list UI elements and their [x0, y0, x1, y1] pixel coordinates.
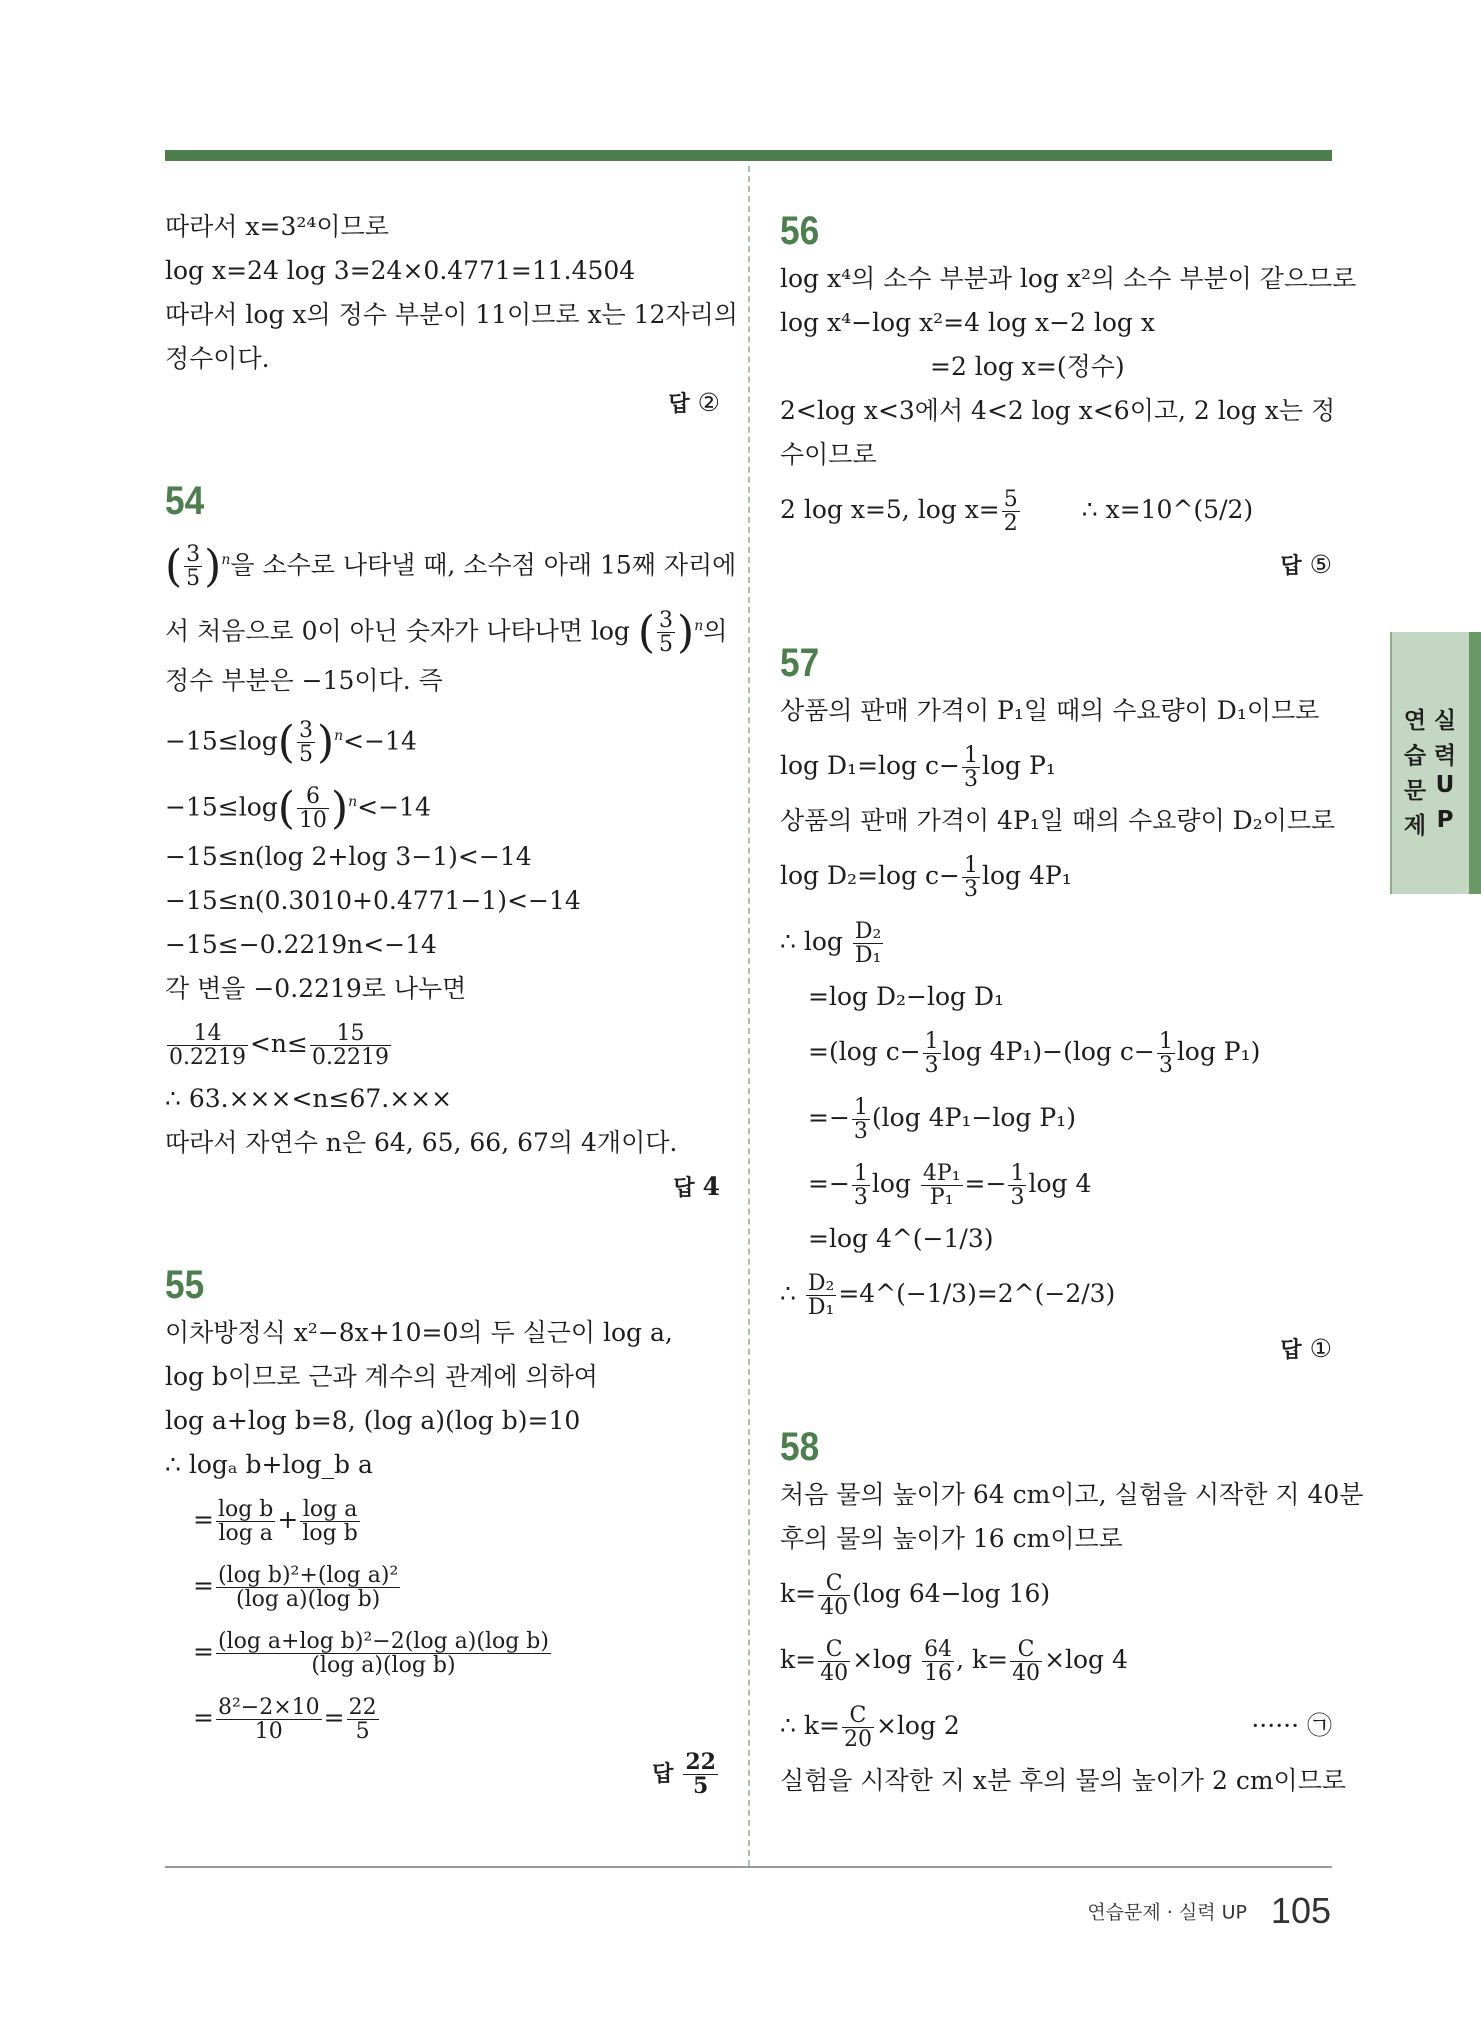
- top-bar: [165, 150, 1332, 161]
- tab-char: 력: [1433, 743, 1457, 769]
- problem-number-54: 54: [165, 479, 205, 523]
- frac-loga-logb: $\frac{\text{log a}}{\text{log b}}$: [302, 1496, 358, 1546]
- paren-close: ): [330, 782, 349, 834]
- p58-line-3: k= $\frac{C}{40}$ (log 64−log 16): [780, 1570, 1051, 1620]
- p57-line-5: ∴ log $\frac{\text{D₂}}{\text{D₁}}$: [780, 918, 882, 968]
- tab-char: 실: [1433, 708, 1457, 734]
- p54-math-2: −15≤log( $\frac{6}{10}$ )$^n$<−14: [165, 782, 431, 834]
- paren-open: (: [165, 540, 183, 592]
- p54-math-8: ∴ 63.×××<n≤67.×××: [165, 1084, 453, 1113]
- prev-line-1: 따라서 x=3²⁴이므로: [165, 212, 389, 241]
- page-number: 105: [1270, 1890, 1331, 1931]
- problem-number-58: 58: [780, 1425, 820, 1469]
- p57-line-7: =(log c− $\frac{1}{3}$ log 4P₁)−(log c− $\frac{1}{3}$ log P₁): [808, 1028, 1261, 1078]
- tab-char: U: [1435, 772, 1455, 798]
- column-divider: [748, 166, 750, 1866]
- p56-line-1: log x⁴의 소수 부분과 log x²의 소수 부분이 같으므로: [780, 264, 1357, 293]
- page-footer: [1087, 1890, 1331, 1932]
- p54-text-1: 을 소수로 나타낼 때, 소수점 아래 15째 자리에: [230, 550, 737, 580]
- frac-step-2: $\frac{\text{(log b)²+(log a)²}}{\text{(log a)(log b)}}$: [217, 1562, 399, 1612]
- p54-math-1: −15≤log( $\frac{3}{5}$ )$^n$<−14: [165, 716, 417, 768]
- frac-6-10: $\frac{6}{10}$: [298, 784, 327, 834]
- frac-c-40: $\frac{C}{40}$: [1012, 1636, 1041, 1686]
- frac-15-over: $\frac{15}{0.2219}$: [311, 1020, 389, 1070]
- spacer: [780, 1371, 1332, 1421]
- tab-char: 문: [1403, 778, 1427, 804]
- answer-label: 답: [1280, 1338, 1302, 1363]
- p57-line-9: =− $\frac{1}{3}$ log $\frac{\text{4P₁}}{\text{P₁}}$ =− $\frac{1}{3}$ log 4: [808, 1160, 1092, 1210]
- frac-64-16: $\frac{64}{16}$: [924, 1636, 953, 1686]
- frac-c-40: $\frac{C}{40}$: [820, 1636, 849, 1686]
- frac-3-5: $\frac{3}{5}$: [659, 608, 674, 658]
- paren-open: (: [277, 782, 295, 834]
- tab-char: P: [1436, 807, 1454, 833]
- frac-1-3: $\frac{1}{3}$: [924, 1028, 939, 1078]
- problem-number-56: 56: [780, 209, 820, 253]
- p55-line-2: log b이므로 근과 계수의 관계에 의하여: [165, 1362, 598, 1391]
- p54-math-9: 따라서 자연수 n은 64, 65, 66, 67의 4개이다.: [165, 1128, 678, 1157]
- p58-line-2: 후의 물의 높이가 16 cm이므로: [780, 1524, 1123, 1553]
- p55-answer: [165, 1749, 720, 1800]
- p54-math-6: 각 변을 −0.2219로 나누면: [165, 974, 467, 1003]
- p54-m7-mid: <n≤: [249, 1029, 308, 1058]
- p54-math-7: [165, 1011, 720, 1077]
- p56-line-3: =2 log x=(정수): [930, 352, 1125, 381]
- p56-line-6: 2 log x=5, log x= $\frac{5}{2}$ ∴ x=10^(5/2): [780, 486, 1254, 536]
- spacer: [165, 425, 720, 475]
- p54-text-2a: 서 처음으로 0이 아닌 숫자가 나타나면 log: [165, 616, 630, 646]
- paren-close: ): [204, 540, 222, 592]
- paren-close: ): [677, 606, 695, 658]
- p55-step-4: = $\frac{\text{8²−2×10}}{10}$ = $\frac{22}{5}$: [193, 1694, 377, 1744]
- spacer: [165, 1209, 720, 1259]
- frac-4p1-p1: $\frac{\text{4P₁}}{\text{P₁}}$: [922, 1160, 961, 1210]
- p56-line-5: 수이므로: [780, 440, 877, 469]
- p54-math-3: −15≤n(log 2+log 3−1)<−14: [165, 842, 532, 871]
- p55-step-3: = $\frac{\text{(log a+log b)²−2(log a)(log b)}}{\text{(log a)(log b)}}$: [193, 1628, 549, 1678]
- p57-line-2: log D₁=log c− $\frac{1}{3}$ log P₁: [780, 742, 1056, 792]
- p56-answer: [780, 543, 1332, 587]
- frac-1-3: $\frac{1}{3}$: [853, 1160, 868, 1210]
- problem-number-57: 57: [780, 641, 820, 685]
- p54-line-3: 정수 부분은 −15이다. 즉: [165, 666, 443, 695]
- p54-answer: [165, 1165, 720, 1209]
- frac-22-5: $\frac{22}{5}$: [348, 1694, 377, 1744]
- right-column: [780, 205, 1364, 1803]
- frac-1-3: $\frac{1}{3}$: [963, 852, 978, 902]
- frac-5-2: $\frac{5}{2}$: [1003, 486, 1018, 536]
- p55-line-3: log a+log b=8, (log a)(log b)=10: [165, 1406, 581, 1435]
- frac-1-3: $\frac{1}{3}$: [1010, 1160, 1025, 1210]
- footer-label: 연습문제 · 실력 UP: [1087, 1901, 1247, 1924]
- p54-text-2b: 의: [703, 616, 728, 646]
- prev-answer: [165, 381, 720, 425]
- frac-c-20: $\frac{C}{20}$: [843, 1702, 872, 1752]
- p54-line-2: 서 처음으로 0이 아닌 숫자가 나타나면 log ( $\frac{3}{5}$ )$^n$의: [165, 606, 728, 658]
- p55-line-4: ∴ logₐ b+log_b a: [165, 1450, 373, 1479]
- answer-label: 답: [652, 1762, 674, 1788]
- p58-line-4: k= $\frac{C}{40}$ ×log $\frac{64}{16}$ , k= $\frac{C}{40}$ ×log 4: [780, 1636, 1128, 1686]
- paren-close: ): [316, 716, 335, 768]
- prev-line-4: 정수이다.: [165, 344, 270, 373]
- side-tab: [1390, 632, 1481, 894]
- p58-line-1: 처음 물의 높이가 64 cm이고, 실험을 시작한 지 40분: [780, 1480, 1364, 1509]
- frac-1-3: $\frac{1}{3}$: [1158, 1028, 1173, 1078]
- ineq-right: <−14: [343, 726, 417, 756]
- paren-open: (: [637, 606, 656, 658]
- prev-line-2: log x=24 log 3=24×0.4771=11.4504: [165, 256, 636, 285]
- answer-value: ①: [1309, 1334, 1332, 1363]
- frac-1-3: $\frac{1}{3}$: [853, 1094, 868, 1144]
- frac-d2-d1: $\frac{\text{D₂}}{\text{D₁}}$: [854, 918, 882, 968]
- tab-char: 연: [1403, 708, 1427, 734]
- frac-logb-loga: $\frac{\text{log b}}{\text{log a}}$: [217, 1496, 274, 1546]
- spacer: [780, 587, 1332, 637]
- left-column: [165, 205, 738, 1800]
- p57-line-10: =log 4^(−1/3): [808, 1224, 994, 1253]
- frac-c-40: $\frac{C}{40}$: [820, 1570, 849, 1620]
- answer-label: 답: [673, 1176, 695, 1201]
- p57-line-3: 상품의 판매 가격이 4P₁일 때의 수요량이 D₂이므로: [780, 806, 1336, 835]
- frac-step-4: $\frac{\text{8²−2×10}}{10}$: [217, 1694, 320, 1744]
- paren-open: (: [277, 716, 295, 768]
- frac-14-over: $\frac{14}{0.2219}$: [169, 1020, 246, 1070]
- equation-mark: ······ ㉠: [1251, 1711, 1332, 1740]
- bottom-rule: [165, 1866, 1332, 1868]
- p55-step-1: = $\frac{\text{log b}}{\text{log a}}$ + $\frac{\text{log a}}{\text{log b}}$: [193, 1496, 358, 1546]
- tab-char: 습: [1403, 743, 1427, 769]
- answer-label: 답: [668, 392, 690, 417]
- frac-3-5: $\frac{3}{5}$: [186, 542, 201, 592]
- answer-value: 4: [702, 1172, 720, 1201]
- answer-label: 답: [1280, 554, 1302, 579]
- p57-line-4: log D₂=log c− $\frac{1}{3}$ log 4P₁: [780, 852, 1072, 902]
- p55-line-1: 이차방정식 x²−8x+10=0의 두 실근이 log a,: [165, 1318, 673, 1347]
- p54-line-1: ( $\frac{3}{5}$ )$^n$을 소수로 나타낼 때, 소수점 아래 15째 자리에: [165, 540, 737, 592]
- p58-line-6: 실험을 시작한 지 x분 후의 물의 높이가 2 cm이므로: [780, 1766, 1346, 1795]
- p57-answer: [780, 1327, 1332, 1371]
- answer-value: ⑤: [1309, 550, 1332, 579]
- p54-math-5: −15≤−0.2219n<−14: [165, 930, 437, 959]
- tab-char: 제: [1403, 813, 1427, 839]
- p56-line-2: log x⁴−log x²=4 log x−2 log x: [780, 308, 1155, 337]
- frac-step-3: $\frac{\text{(log a+log b)²−2(log a)(log b)}}{\text{(log a)(log b)}}$: [217, 1628, 549, 1678]
- p55-step-2: = $\frac{\text{(log b)²+(log a)²}}{\text{(log a)(log b)}}$: [193, 1562, 399, 1612]
- problem-number-55: 55: [165, 1263, 205, 1307]
- p57-line-8: =− $\frac{1}{3}$ (log 4P₁−log P₁): [808, 1094, 1076, 1144]
- p57-line-1: 상품의 판매 가격이 P₁일 때의 수요량이 D₁이므로: [780, 696, 1320, 725]
- p57-line-6: =log D₂−log D₁: [808, 982, 1005, 1011]
- side-tab-label: [1400, 702, 1460, 840]
- side-tab-stripe: [1469, 632, 1481, 894]
- frac-1-3: $\frac{1}{3}$: [963, 742, 978, 792]
- p58-line-5: ∴ k= $\frac{C}{20}$ ×log 2 ······ ㉠: [780, 1693, 1332, 1759]
- ineq-right: <−14: [357, 792, 431, 822]
- p57-line-11: ∴ $\frac{\text{D₂}}{\text{D₁}}$ =4^(−1/3)=2^(−2/3): [780, 1270, 1116, 1320]
- ineq-left: −15≤log: [165, 792, 278, 822]
- p56-line-4: 2<log x<3에서 4<2 log x<6이고, 2 log x는 정: [780, 396, 1336, 425]
- ineq-left: −15≤log: [165, 726, 278, 756]
- answer-fraction: $\frac{22}{5}$: [685, 1749, 716, 1800]
- p54-math-4: −15≤n(0.3010+0.4771−1)<−14: [165, 886, 581, 915]
- frac-d2-d1: $\frac{\text{D₂}}{\text{D₁}}$: [807, 1270, 835, 1320]
- frac-3-5: $\frac{3}{5}$: [298, 718, 313, 768]
- answer-value: ②: [697, 388, 720, 417]
- prev-line-3: 따라서 log x의 정수 부분이 11이므로 x는 12자리의: [165, 300, 738, 329]
